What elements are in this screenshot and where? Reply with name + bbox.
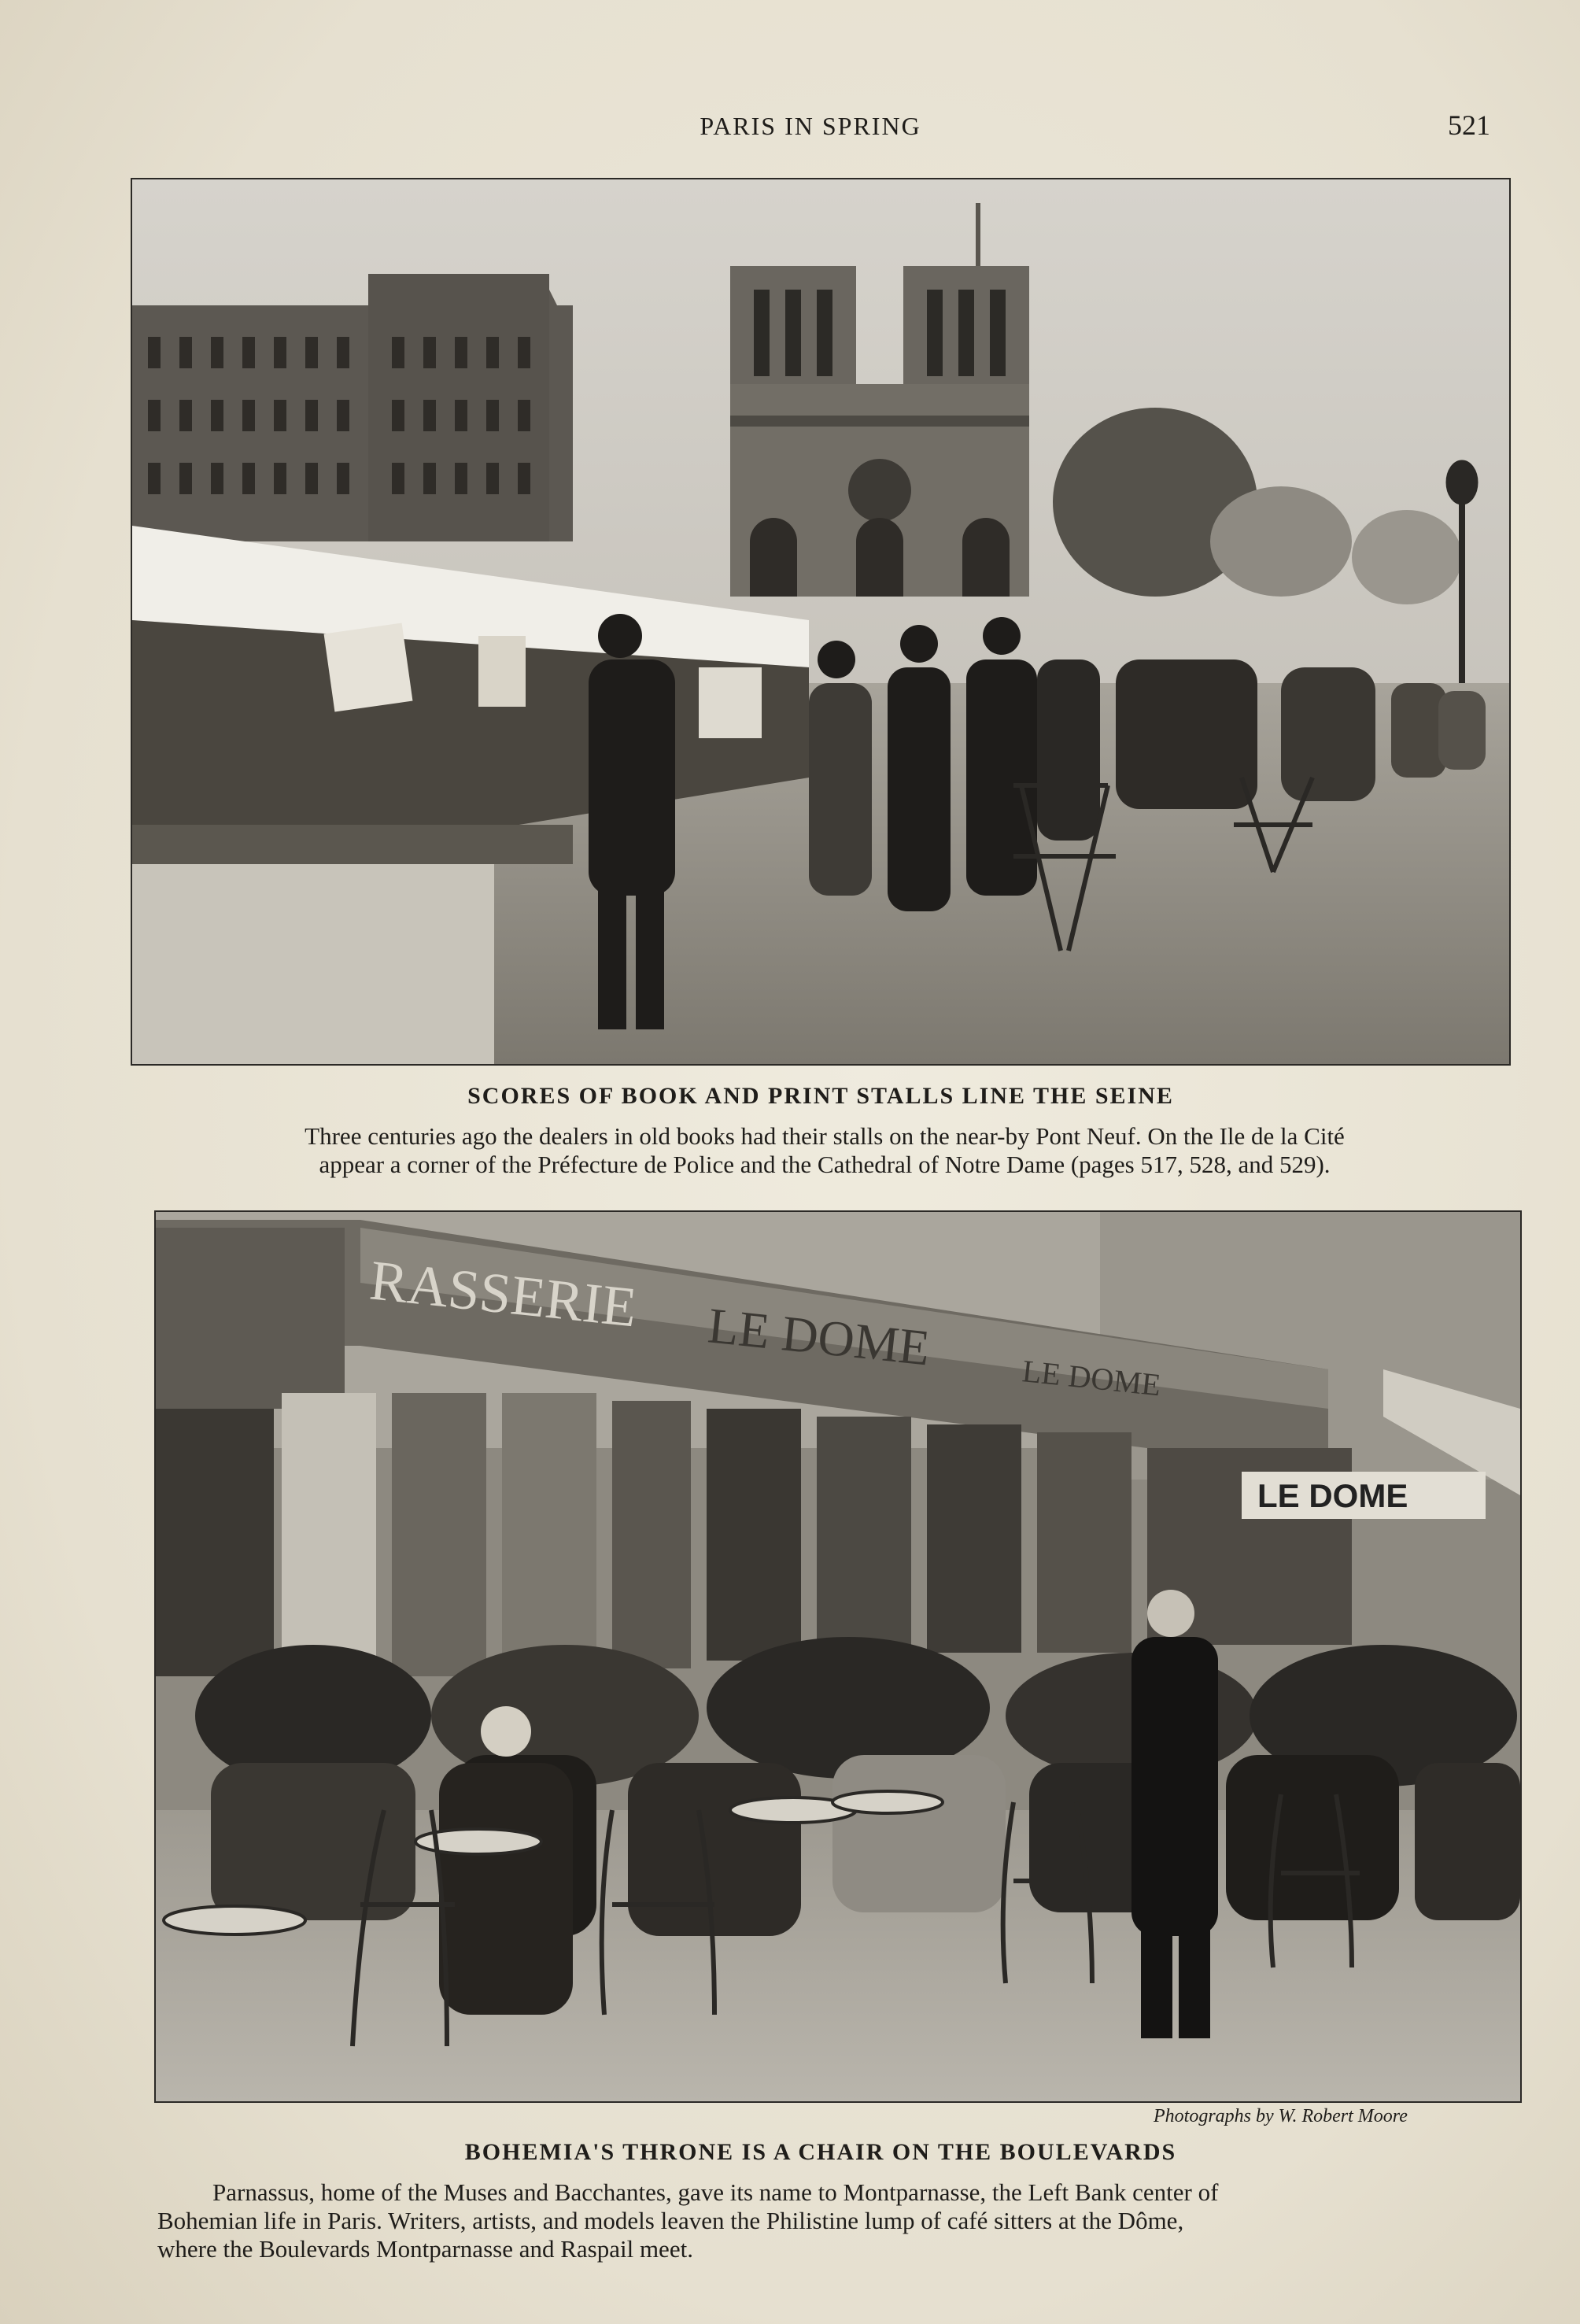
photo-cafe-illustration bbox=[156, 1212, 1520, 2101]
caption-body-book-stalls bbox=[132, 1122, 1517, 1179]
caption-body-cafe bbox=[157, 2178, 1534, 2263]
photo-book-stalls-illustration bbox=[132, 179, 1509, 1064]
photo-cafe-le-dome bbox=[156, 1212, 1520, 2101]
caption-line: Bohemian life in Paris. Writers, artists, and models leaven the Philistine lump of café sitters at the Dôme, bbox=[157, 2207, 1184, 2234]
caption-title-cafe: BOHEMIA'S THRONE IS A CHAIR ON THE BOULEVARDS bbox=[464, 2139, 1177, 2165]
sign-le-dome: LE DOME bbox=[1257, 1477, 1408, 1514]
photo-credit: Photographs by W. Robert Moore bbox=[1154, 2106, 1408, 2126]
caption-title-book-stalls: SCORES OF BOOK AND PRINT STALLS LINE THE SEINE bbox=[467, 1083, 1174, 1109]
caption-line: appear a corner of the Préfecture de Police and the Cathedral of Notre Dame (pages 517, 528, and 529). bbox=[319, 1151, 1331, 1178]
prefecture-building bbox=[132, 274, 573, 541]
photo-book-stalls-seine bbox=[132, 179, 1509, 1064]
caption-line: where the Boulevards Montparnasse and Raspail meet. bbox=[157, 2235, 693, 2263]
page-number: 521 bbox=[1448, 109, 1490, 141]
running-head: PARIS IN SPRING bbox=[700, 112, 921, 140]
caption-line-text: Parnassus, home of the Muses and Bacchantes, gave its name to Montparnasse, the Left Bank center of bbox=[212, 2178, 1219, 2206]
caption-line: Three centuries ago the dealers in old books had their stalls on the near-by Pont Neuf. On the Ile de la Cité bbox=[305, 1122, 1345, 1150]
sign-le-dome-awning: LE DOME bbox=[705, 1297, 933, 1376]
sign-le-dome-awning-right: LE DOME bbox=[1021, 1353, 1163, 1403]
caption-line bbox=[157, 2178, 1534, 2207]
sign-brasserie: RASSERIE bbox=[367, 1248, 640, 1339]
